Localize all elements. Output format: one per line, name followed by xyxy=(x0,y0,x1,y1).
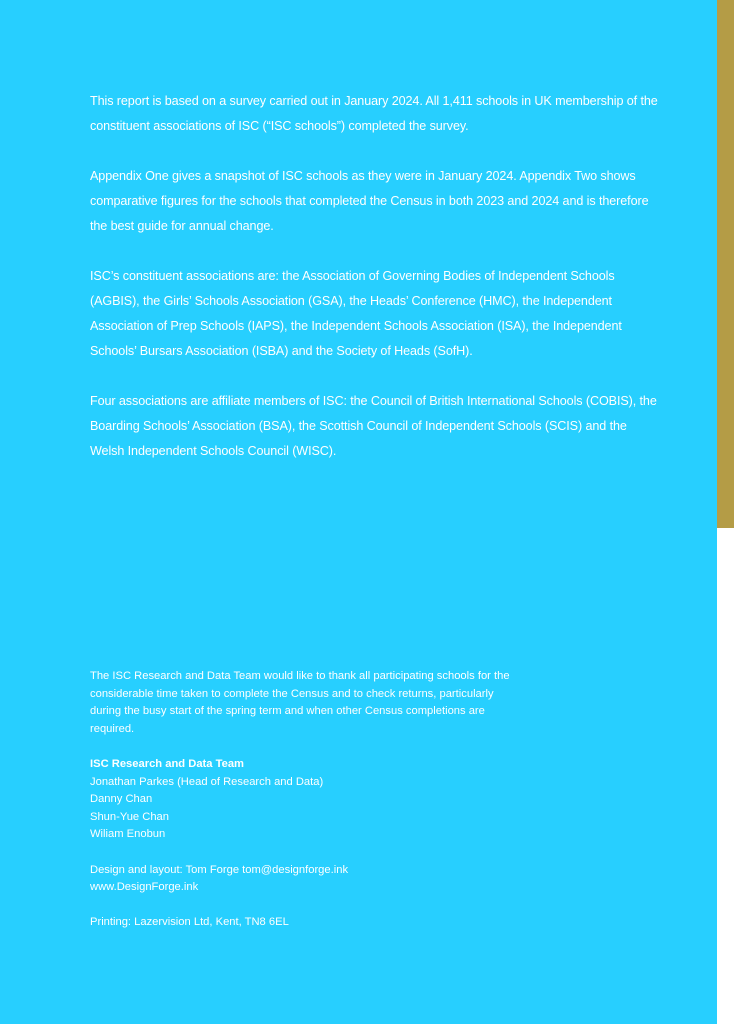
appendix-paragraph: Appendix One gives a snapshot of ISC schools as they were in January 2024. Appendix Two shows comparative figures for the schools that completed the Census in both 2023 and 2024 and is therefore the best guide for annual change. xyxy=(90,169,649,233)
team-member: Wiliam Enobun xyxy=(90,828,166,841)
credits-block xyxy=(90,668,520,950)
team-heading: ISC Research and Data Team xyxy=(90,757,244,770)
affiliate-associations-paragraph: Four associations are affiliate members of ISC: the Council of British International Schools (COBIS), the Boarding Schools’ Association (BSA), the Scottish Council of Independent Schools (SCIS) and the Welsh Independent Schools Council (WISC). xyxy=(90,394,657,458)
edge-tab xyxy=(717,0,734,528)
constituent-associations-paragraph: ISC’s constituent associations are: the Association of Governing Bodies of Independent Schools (AGBIS), the Girls’ Schools Association (GSA), the Heads’ Conference (HMC), the Independent Association of Prep Schools (IAPS), the Independent Schools Association (ISA), the Independent Schools’ Bursars Association (ISBA) and the Society of Heads (SofH). xyxy=(90,269,622,358)
printing-credit: Printing: Lazervision Ltd, Kent, TN8 6EL xyxy=(90,916,289,929)
thanks-paragraph: The ISC Research and Data Team would like to thank all participating schools for the considerable time taken to complete the Census and to check returns, particularly during the busy start of the spring term and when other Census completions are required. xyxy=(90,670,510,735)
team-block xyxy=(90,756,520,844)
survey-paragraph: This report is based on a survey carried out in January 2024. All 1,411 schools in UK membership of the constituent associations of ISC (“ISC schools”) completed the survey. xyxy=(90,94,658,133)
design-website-link[interactable]: www.DesignForge.ink xyxy=(90,881,199,894)
page-margin xyxy=(717,528,734,1024)
design-credit: Design and layout: Tom Forge tom@designforge.ink xyxy=(90,863,349,876)
team-member: Shun-Yue Chan xyxy=(90,810,169,823)
team-member: Danny Chan xyxy=(90,793,153,806)
design-block xyxy=(90,862,520,897)
team-member: Jonathan Parkes (Head of Research and Data) xyxy=(90,775,324,788)
report-notes xyxy=(90,89,660,489)
